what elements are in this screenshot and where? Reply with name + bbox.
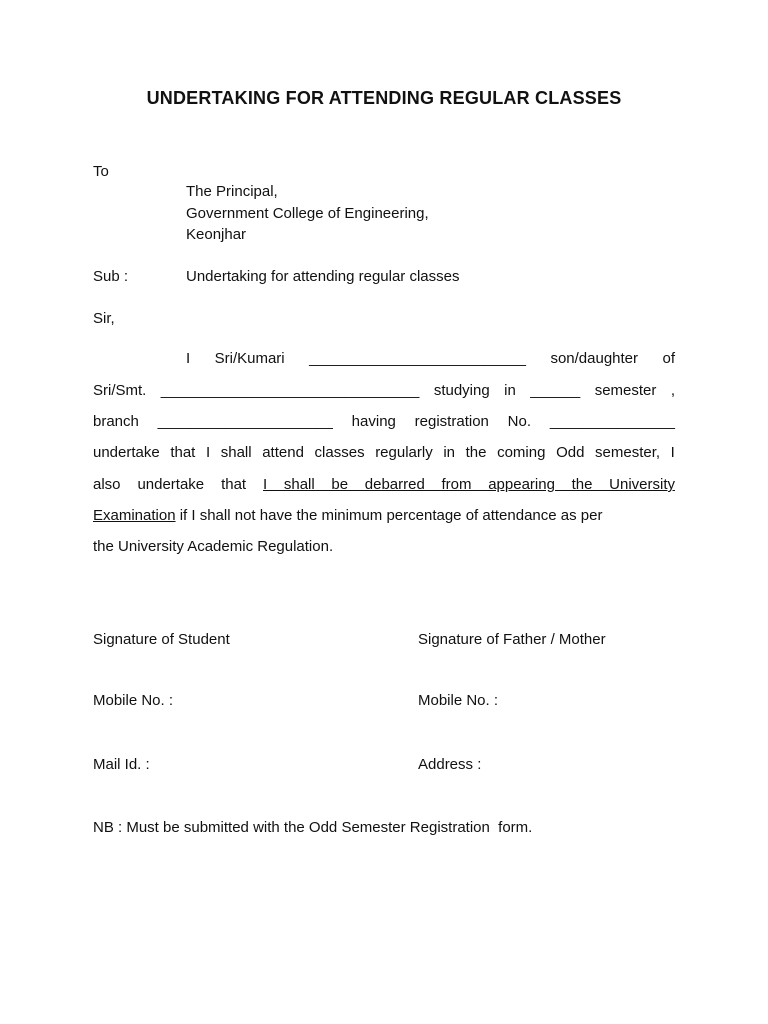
debarred-clause-text: I shall be debarred from appearing the University	[263, 476, 675, 493]
body-line-3	[93, 413, 675, 430]
subject-text: Undertaking for attending regular classes	[186, 268, 460, 285]
body-word: registration	[414, 413, 489, 430]
body-word: I	[205, 444, 211, 461]
body-line-7: the University Academic Regulation.	[93, 538, 334, 555]
body-word: No.	[507, 413, 532, 430]
body-word: coming	[497, 444, 546, 461]
body-word: son/daughter	[550, 350, 639, 367]
body-line-1	[186, 350, 675, 367]
student-signature-label: Signature of Student	[93, 631, 230, 648]
mail-id-label: Mail Id. :	[93, 756, 150, 773]
to-label: To	[93, 163, 109, 180]
body-line-4	[93, 444, 675, 461]
debarred-clause	[263, 476, 675, 493]
address-line-1: The Principal,	[186, 183, 278, 200]
salutation: Sir,	[93, 310, 115, 327]
body-word: in	[504, 382, 516, 399]
body-word: in	[443, 444, 456, 461]
body-word: I	[186, 350, 191, 367]
body-line-6-rest: if I shall not have the minimum percentage of attendance as per	[175, 507, 603, 524]
student-mobile-label: Mobile No. :	[93, 692, 174, 709]
body-word: classes	[314, 444, 365, 461]
blank-parent-field: _______________________________	[160, 382, 420, 399]
blank-semester-field: ______	[530, 382, 581, 399]
parent-signature-label: Signature of Father / Mother	[418, 631, 606, 648]
body-line-5	[93, 476, 675, 493]
body-word: semester,	[595, 444, 661, 461]
body-word: regularly	[375, 444, 433, 461]
parent-mobile-label: Mobile No. :	[418, 692, 499, 709]
body-word: Sri/Smt.	[93, 382, 147, 399]
document-title: UNDERTAKING FOR ATTENDING REGULAR CLASSES	[146, 88, 622, 108]
body-word: branch	[93, 413, 139, 430]
address-label: Address :	[418, 756, 482, 773]
body-word: that	[221, 476, 247, 493]
body-word: undertake	[137, 476, 205, 493]
body-word: having	[351, 413, 396, 430]
body-word: I	[670, 444, 675, 461]
body-word: the	[465, 444, 487, 461]
body-word: semester	[594, 382, 657, 399]
body-word: Sri/Kumari	[214, 350, 285, 367]
body-word: studying	[433, 382, 490, 399]
blank-branch-field: _____________________	[157, 413, 333, 430]
blank-registration-field: _______________	[549, 413, 675, 430]
blank-name-field: __________________________	[309, 350, 526, 367]
address-line-3: Keonjhar	[186, 226, 247, 243]
body-word: undertake	[93, 444, 160, 461]
submission-note: NB : Must be submitted with the Odd Semester Registration form.	[93, 819, 533, 836]
body-word: attend	[262, 444, 304, 461]
body-word: shall	[220, 444, 252, 461]
examination-word: Examination	[93, 507, 176, 524]
body-word: of	[662, 350, 675, 367]
body-line-6	[93, 507, 675, 524]
address-line-2: Government College of Engineering,	[186, 205, 429, 222]
body-word: ,	[670, 382, 675, 399]
body-line-2	[93, 382, 675, 399]
subject-label: Sub :	[93, 268, 129, 285]
body-word: that	[170, 444, 196, 461]
body-word: Odd	[556, 444, 585, 461]
body-word: also	[93, 476, 121, 493]
